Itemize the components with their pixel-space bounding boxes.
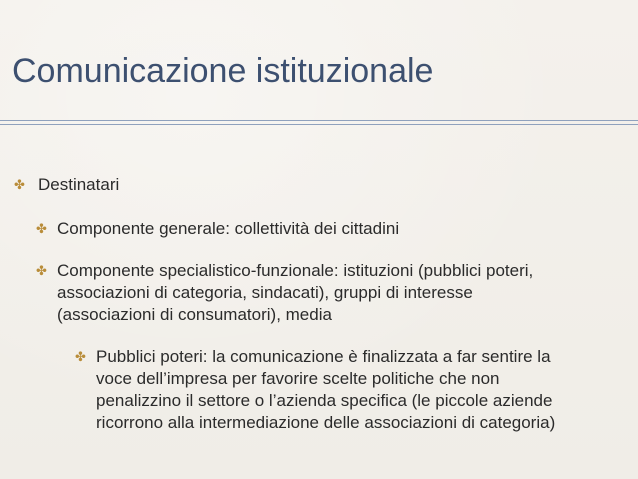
- bullet-line: Pubblici poteri: la comunicazione è finalizzata a far sentire la: [96, 347, 551, 366]
- bullet-line: Destinatari: [38, 175, 120, 194]
- title-divider: [0, 120, 638, 126]
- divider-line-bottom: [0, 124, 638, 125]
- bullet-componente-generale: [57, 218, 399, 240]
- bullet-line: associazioni di categoria, sindacati), gruppi di interesse: [57, 283, 473, 302]
- flower-bullet-icon: ✤: [14, 177, 25, 192]
- bullet-pubblici-poteri: [96, 346, 626, 434]
- divider-line-top: [0, 120, 638, 121]
- bullet-line: penalizzino il settore o l’azienda specifica (le piccole aziende: [96, 391, 553, 410]
- bullet-line: Componente specialistico-funzionale: istituzioni (pubblici poteri,: [57, 261, 534, 280]
- bullet-componente-specialistico: [57, 260, 617, 326]
- flower-bullet-icon: ✤: [36, 221, 47, 236]
- bullet-line: ricorrono alla intermediazione delle associazioni di categoria): [96, 413, 556, 432]
- bullet-line: voce dell’impresa per favorire scelte politiche che non: [96, 369, 500, 388]
- flower-bullet-icon: ✤: [36, 263, 47, 278]
- bullet-line: (associazioni di consumatori), media: [57, 305, 332, 324]
- flower-bullet-icon: ✤: [75, 349, 86, 364]
- slide-title: Comunicazione istituzionale: [12, 52, 434, 90]
- bullet-line: Componente generale: collettività dei cittadini: [57, 219, 400, 238]
- bullet-destinatari: [38, 174, 119, 196]
